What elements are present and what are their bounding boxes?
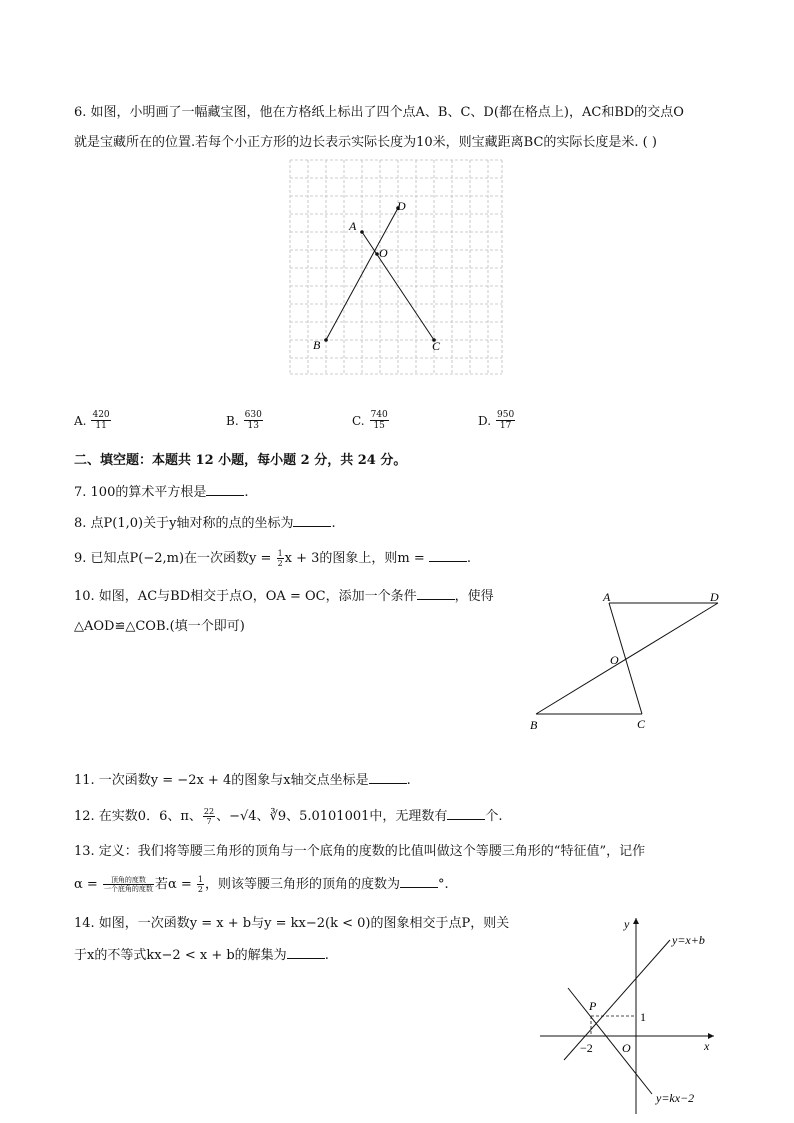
q6-option-b[interactable] — [226, 410, 264, 431]
q6-option-b-value: $\frac{630}{13}$ — [244, 410, 262, 431]
q6-label-d: D — [397, 199, 406, 213]
q13-definition-fraction: $\frac{\text{顶角的度数}}{\text{一个底角的度数}}$ — [103, 876, 153, 893]
q13-line1: 13. 定义：我们将等腰三角形的顶角与一个底角的度数的比值叫做这个等腰三角形的“特征值”，记作 — [74, 844, 646, 859]
q10-label-o: O — [610, 653, 619, 667]
q12-pre: 12. 在实数0．6、π、 — [74, 809, 202, 824]
q10-label-c: C — [637, 717, 646, 731]
q6-treasure-map-figure — [288, 158, 504, 376]
q6-option-d-value: $\frac{950}{17}$ — [497, 410, 515, 431]
q6-point-b — [324, 338, 328, 342]
q6-option-a-value: $\frac{420}{11}$ — [92, 410, 110, 431]
q14-tick-x: −2 — [580, 1041, 593, 1055]
q7-answer-blank[interactable] — [206, 483, 244, 496]
q10-segment-bd — [536, 603, 718, 714]
q9-end: . — [466, 551, 472, 566]
q9-post: x + 3的图象上，则m = — [284, 551, 429, 566]
q14-label-line2: y=kx−2 — [656, 1091, 695, 1105]
q11-text: 11. 一次函数y = −2x + 4的图象与x轴交点坐标是 — [74, 773, 369, 788]
q7-text: 7. 100的算术平方根是 — [74, 485, 207, 500]
q13-answer-blank[interactable] — [400, 875, 438, 888]
q6-label-c: C — [432, 339, 441, 353]
q12-mid: 、−√4、∛9、5.0101001中，无理数有 — [216, 809, 448, 824]
q6-option-a-label: A. — [74, 413, 87, 428]
q6-label-o: O — [379, 246, 388, 260]
q14-line2-pre: 于x的不等式kx−2 < x + b的解集为 — [74, 948, 287, 963]
q9 — [74, 549, 471, 568]
q10-line1-post: ，使得 — [454, 589, 494, 604]
q10-line1 — [74, 587, 494, 606]
q6-label-a: A — [349, 219, 357, 233]
q6-point-a — [360, 230, 364, 234]
q6-option-c-value: $\frac{740}{15}$ — [370, 410, 388, 431]
q14-tick-y: 1 — [640, 1010, 646, 1024]
q14-line1: 14. 如图，一次函数y = x + b与y = kx−2(k < 0)的图象相交于点P，则关 — [74, 916, 510, 931]
q6-option-c-label: C. — [352, 413, 365, 428]
q6-option-d-label: D. — [478, 413, 492, 428]
q11-answer-blank[interactable] — [369, 771, 407, 784]
q6-line2: 就是宝藏所在的位置.若每个小正方形的边长表示实际长度为10米，则宝藏距离BC的实际长度是米. ( ) — [74, 135, 657, 150]
q9-answer-blank[interactable] — [429, 549, 467, 562]
q10-label-a: A — [603, 590, 611, 604]
q13-post: ，则该等腰三角形的顶角的度数为 — [204, 877, 400, 892]
q13-end: °. — [437, 877, 449, 892]
q12 — [74, 807, 503, 826]
q6-option-a[interactable] — [74, 410, 112, 431]
q14-label-origin: O — [622, 1041, 631, 1055]
q10-line2: △AOD≌△COB.(填一个即可) — [74, 619, 245, 634]
q8 — [74, 514, 336, 533]
q13-alpha: α = — [74, 877, 102, 892]
q12-fraction: $\frac{22}{7}$ — [203, 807, 215, 826]
q13-line2 — [74, 875, 449, 894]
q14-label-x: x — [704, 1039, 710, 1053]
q14-label-line1: y=x+b — [672, 933, 705, 947]
q10-label-d: D — [710, 590, 719, 604]
q11 — [74, 771, 411, 790]
q6-option-d[interactable] — [478, 410, 516, 431]
q7 — [74, 483, 249, 502]
q14-label-p: P — [589, 999, 597, 1013]
q8-answer-blank[interactable] — [293, 514, 331, 527]
q11-end: . — [406, 773, 411, 788]
q7-end: . — [244, 485, 249, 500]
q12-answer-blank[interactable] — [447, 807, 485, 820]
q13-fraction: $\frac{1}{2}$ — [197, 875, 203, 894]
q6-option-b-label: B. — [226, 413, 239, 428]
q14-label-y: y — [624, 917, 630, 931]
q13-mid: 若α = — [154, 877, 196, 892]
q6-option-c[interactable] — [352, 410, 390, 431]
q6-line1: 6. 如图，小明画了一幅藏宝图，他在方格纸上标出了四个点A、B、C、D(都在格点上)，AC和BD的交点O — [74, 105, 684, 120]
q6-label-b: B — [313, 338, 321, 352]
section-title-fill-in: 二、填空题：本题共 12 小题，每小题 2 分，共 24 分。 — [74, 453, 407, 468]
q10-label-b: B — [530, 718, 538, 732]
q9-pre: 9. 已知点P(−2,m)在一次函数y = — [74, 551, 276, 566]
q14-answer-blank[interactable] — [287, 946, 325, 959]
q8-text: 8. 点P(1,0)关于y轴对称的点的坐标为 — [74, 516, 294, 531]
q10-figure — [522, 586, 728, 734]
q6-grid — [290, 160, 502, 374]
q10-line1-pre: 10. 如图，AC与BD相交于点O，OA = OC，添加一个条件 — [74, 589, 417, 604]
q8-end: . — [331, 516, 336, 531]
q12-end: 个. — [485, 809, 503, 824]
q14-line2 — [74, 946, 329, 965]
q14-graph-figure — [534, 914, 730, 1119]
q9-fraction: $\frac{1}{2}$ — [277, 549, 283, 568]
q14-end: . — [324, 948, 329, 963]
q10-answer-blank[interactable] — [417, 587, 455, 600]
